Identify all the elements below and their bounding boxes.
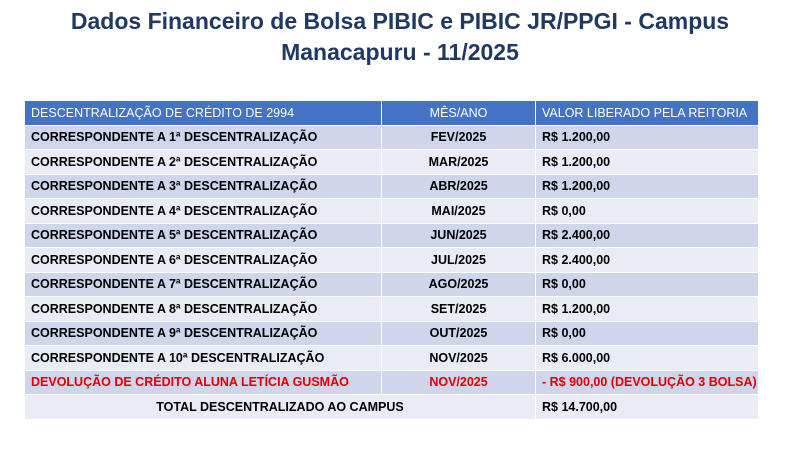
row-description: CORRESPONDENTE A 4ª DESCENTRALIZAÇÃO <box>25 199 382 224</box>
row-amount: R$ 1.200,00 <box>536 125 759 150</box>
row-description: CORRESPONDENTE A 10ª DESCENTRALIZAÇÃO <box>25 346 382 371</box>
table-row <box>25 297 759 322</box>
table-row <box>25 346 759 371</box>
row-month: FEV/2025 <box>382 125 536 150</box>
total-amount: R$ 14.700,00 <box>536 395 759 420</box>
row-description: CORRESPONDENTE A 1ª DESCENTRALIZAÇÃO <box>25 125 382 150</box>
row-month: JUN/2025 <box>382 223 536 248</box>
row-month: JUL/2025 <box>382 248 536 273</box>
column-header-month: MÊS/ANO <box>382 101 536 126</box>
row-amount: R$ 0,00 <box>536 321 759 346</box>
row-description: CORRESPONDENTE A 5ª DESCENTRALIZAÇÃO <box>25 223 382 248</box>
row-description: CORRESPONDENTE A 2ª DESCENTRALIZAÇÃO <box>25 150 382 175</box>
page-title: Dados Financeiro de Bolsa PIBIC e PIBIC JR/PPGI - Campus Manacapuru - 11/2025 <box>70 8 730 65</box>
table-row <box>25 272 759 297</box>
table-row <box>25 199 759 224</box>
table-row <box>25 248 759 273</box>
refund-month: NOV/2025 <box>382 370 536 395</box>
row-description: CORRESPONDENTE A 8ª DESCENTRALIZAÇÃO <box>25 297 382 322</box>
row-month: NOV/2025 <box>382 346 536 371</box>
total-row <box>25 395 759 420</box>
row-amount: R$ 1.200,00 <box>536 150 759 175</box>
row-amount: R$ 2.400,00 <box>536 248 759 273</box>
row-amount: R$ 0,00 <box>536 199 759 224</box>
row-description: CORRESPONDENTE A 6ª DESCENTRALIZAÇÃO <box>25 248 382 273</box>
row-amount: R$ 1.200,00 <box>536 174 759 199</box>
row-month: SET/2025 <box>382 297 536 322</box>
total-label: TOTAL DESCENTRALIZADO AO CAMPUS <box>25 395 536 420</box>
refund-row <box>25 370 759 395</box>
table-row <box>25 223 759 248</box>
row-amount: R$ 1.200,00 <box>536 297 759 322</box>
row-month: ABR/2025 <box>382 174 536 199</box>
table-row <box>25 174 759 199</box>
refund-description: DEVOLUÇÃO DE CRÉDITO ALUNA LETÍCIA GUSMÃO <box>25 370 382 395</box>
row-month: MAI/2025 <box>382 199 536 224</box>
financial-table <box>24 100 759 420</box>
table-header-row <box>25 101 759 126</box>
row-month: OUT/2025 <box>382 321 536 346</box>
table-row <box>25 125 759 150</box>
row-month: MAR/2025 <box>382 150 536 175</box>
row-amount: R$ 6.000,00 <box>536 346 759 371</box>
row-description: CORRESPONDENTE A 7ª DESCENTRALIZAÇÃO <box>25 272 382 297</box>
refund-amount: - R$ 900,00 (DEVOLUÇÃO 3 BOLSA) <box>536 370 759 395</box>
row-amount: R$ 0,00 <box>536 272 759 297</box>
column-header-amount: VALOR LIBERADO PELA REITORIA <box>536 101 759 126</box>
column-header-description: DESCENTRALIZAÇÃO DE CRÉDITO DE 2994 <box>25 101 382 126</box>
table-row <box>25 321 759 346</box>
row-amount: R$ 2.400,00 <box>536 223 759 248</box>
row-description: CORRESPONDENTE A 3ª DESCENTRALIZAÇÃO <box>25 174 382 199</box>
row-month: AGO/2025 <box>382 272 536 297</box>
row-description: CORRESPONDENTE A 9ª DESCENTRALIZAÇÃO <box>25 321 382 346</box>
table-row <box>25 150 759 175</box>
